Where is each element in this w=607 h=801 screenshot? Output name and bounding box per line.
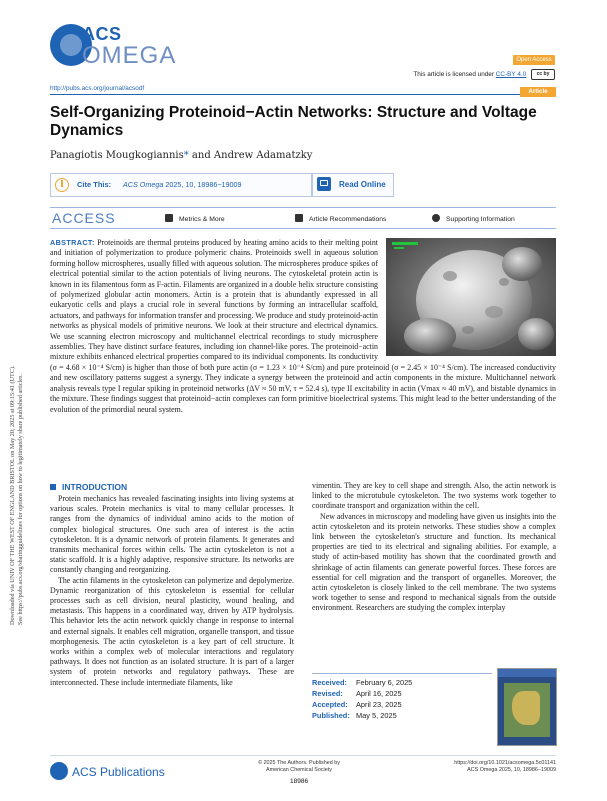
- cite-this-box[interactable]: [50, 173, 312, 197]
- metrics-label: Metrics & More: [179, 216, 225, 223]
- revised-value: April 16, 2025: [356, 689, 402, 698]
- article-type-tab: Article: [520, 87, 556, 97]
- accepted-label: Accepted:: [312, 700, 348, 709]
- page-number: 18986: [290, 778, 309, 785]
- abstract-label: ABSTRACT:: [50, 238, 95, 247]
- cc-by-icon: cc by: [531, 69, 555, 80]
- abstract-text: Proteinoids are thermal proteins produced by heating amino acids to their melting point and initiation of polymerization to produce polymeric chains. Proteinoids swell in aqueous solution forming hollow microspheres, usually filled with aqueous solution. The microspheres produce spikes of electrical potential similar to the action potentials of living neurons. The cytoskeletal protein actin is known in its filamentous form as F-actin. Filaments are organized in a double helix structure consisting of polymerized globular actin monomers. Actin is a protein that is abundantly expressed in all eukaryotic cells and plays a crucial role in several functions by forming an intracellular scaffold, actuators, and pathways for information transfer and processing. We produce and study proteinoid-actin networks as physical models of primitive neurons. We look at their structure and electrical dynamics. We use scanning electron microscopy and multichannel electrical recordings to study microsphere assemblies. They have distinct surface features, including ion channel-like pores. The proteinoid−actin mixture exhibits enhanced electrical properties compared to its individual components. Its conductivity (σ = 4.68 × 10⁻⁴ S/cm) is higher than those of both pure actin (σ = 1.23 × 10⁻⁴ S/cm) and pure proteinoid (σ = 2.45 × 10⁻⁴ S/cm). The increased conductivity and new oscillatory patterns suggest a synergy. They indicate a synergy between the proteinoid and actin components in the mixture. Multichannel network analysis reveals type I regular spiking in proteinoid networks (ΔV ≈ 50 mV, τ = 52.4 s), type II excitability in actin (Vmax ≈ 40 mV), and bistable dynamics in the mixture. These findings suggest that proteinoid−actin complexes can form primitive bioelectrical systems. This might lead to the better understanding of the evolution of the primordial neural system.: [50, 238, 556, 414]
- received-label: Received:: [312, 678, 347, 687]
- article-recommendations-link[interactable]: [295, 214, 386, 223]
- license-line: [385, 69, 555, 80]
- access-bar: [50, 207, 556, 229]
- read-online-label: Read Online: [339, 180, 386, 189]
- read-online-icon: [317, 177, 331, 191]
- open-access-badge: Open Access: [513, 55, 555, 65]
- cover-artwork: [504, 683, 550, 737]
- info-circle-icon: [432, 214, 440, 222]
- acs-publications-logo: [50, 762, 180, 784]
- acs-omega-logo: [50, 22, 190, 69]
- header-divider: [50, 94, 520, 95]
- doi-link[interactable]: https://doi.org/10.1021/acsomega.5c01141: [454, 760, 556, 766]
- accepted-value: April 23, 2025: [356, 700, 402, 709]
- footer-divider: [50, 755, 556, 756]
- received-date-row: [312, 677, 482, 688]
- acs-logo-icon: [50, 762, 68, 780]
- read-online-button[interactable]: [312, 173, 394, 197]
- journal-cover-thumbnail[interactable]: [497, 668, 557, 746]
- body-paragraph: The actin filaments in the cytoskeleton can polymerize and depolymerize. Dynamic reorganization of this cytoskeleton is essential for cellular processes such as cell division, neural plasticity, wound healing, and metastasis. This happens in a coordinated way, driven by ATP hydrolysis. This behavior lets the actin network quickly change in response to internal and external signals. It enables cell migration, organelle transport, and tissue morphogenesis. The actin cytoskeleton is a key part of cell structure. It works within a complex web of molecular interactions and regulatory pathways. It does not function as an isolated structure. It is part of a larger system of protein networks and regulatory pathways. These are interconnected. These include intermediate filaments, like: [50, 575, 294, 687]
- download-watermark-text: [9, 205, 25, 625]
- quote-icon: [55, 178, 69, 192]
- publication-dates: [312, 677, 482, 721]
- author-name[interactable]: Panagiotis Mougkogiannis: [50, 150, 184, 161]
- watermark-line-1: Downloaded via UNIV OF THE WEST OF ENGLAND BRISTOL on May 20, 2025 at 09:15:41 (UTC).: [9, 365, 16, 625]
- download-watermark: [3, 205, 25, 625]
- citation-details: 2025, 10, 18986−19009: [163, 180, 242, 189]
- body-paragraph: New advances in microscopy and modeling have given us insights into the actin cytoskeleton and its protein networks. These studies show a complex link between the cytoskeleton's structure and function. Its mechanical properties are tied to its electrical and signaling abilities. For example, a study of actin-based motility has shown that the coordinated growth and shrinkage of actin filaments can generate powerful forces. These forces are essential for cell migration and the transport of organelles. Moreover, the actin cytoskeleton is closely linked to the cell membrane. The two systems work together to sense and respond to mechanical signals from the outside environment. Researchers are studying the complex interplay: [312, 511, 556, 613]
- accepted-date-row: [312, 699, 482, 710]
- toc-graphic: [386, 238, 556, 356]
- metrics-more-link[interactable]: [165, 214, 225, 223]
- license-prefix: This article is licensed under: [413, 71, 494, 79]
- author-name[interactable]: and Andrew Adamatzky: [188, 150, 313, 161]
- body-paragraph: vimentin. They are key to cell shape and strength. Also, the actin network is linked to the microtubule cytoskeleton. The two systems work together to coordinate transport and organization within the cell.: [312, 481, 556, 511]
- publisher-name: ACS Publications: [72, 765, 165, 779]
- watermark-line-2: See https://pubs.acs.org/sharingguidelines for options on how to legitimately share published articles.: [17, 374, 24, 625]
- section-bullet-icon: [50, 484, 56, 490]
- access-label: ACCESS: [52, 210, 116, 226]
- recommendations-label: Article Recommendations: [309, 216, 387, 223]
- abstract: [50, 238, 556, 415]
- body-column-left: [50, 494, 294, 688]
- footer-citation: ACS Omega 2025, 10, 18986−19009: [467, 767, 556, 773]
- sem-micrograph-image: [386, 238, 556, 356]
- bar-chart-icon: [165, 214, 173, 222]
- citation-journal: ACS Omega: [123, 180, 164, 189]
- citation-text: [123, 180, 242, 189]
- revised-date-row: [312, 688, 482, 699]
- author-list: [50, 150, 312, 161]
- section-heading-introduction: [50, 482, 127, 492]
- cover-header-band: [498, 669, 556, 677]
- copyright-line-2: American Chemical Society: [266, 767, 332, 773]
- journal-url-link[interactable]: http://pubs.acs.org/journal/acsodf: [50, 85, 145, 92]
- revised-label: Revised:: [312, 689, 343, 698]
- cite-label: Cite This:: [77, 180, 112, 189]
- paper-title: Self-Organizing Proteinoid−Actin Networks: Structure and Voltage Dynamics: [50, 104, 537, 139]
- body-paragraph: Protein mechanics has revealed fascinating insights into living systems at various scales. Protein mechanics is vital to many cellular processes. It ranges from the dynamics of individual amino acids to the motion of complex biological structures. One such area of interest is the actin cytoskeleton. It is a dynamic network of protein filaments. It generates and transmits mechanical forces within cells. The actin cytoskeleton is not a static scaffold. It is a highly adaptive, responsive structure. Its networks are constantly changing and reorganizing.: [50, 494, 294, 575]
- logo-omega-text: OMEGA: [82, 42, 177, 69]
- corresponding-author-mark[interactable]: *: [183, 150, 189, 161]
- published-value: May 5, 2025: [356, 711, 397, 720]
- logo-acs-text: ACS: [82, 24, 122, 44]
- supporting-information-link[interactable]: [432, 214, 515, 223]
- section-heading-text: INTRODUCTION: [62, 482, 128, 492]
- license-link[interactable]: CC-BY 4.0: [495, 71, 527, 79]
- copyright-line-1: © 2025 The Authors. Published by: [258, 760, 340, 766]
- dates-divider: [312, 673, 492, 674]
- copyright-notice: [244, 760, 354, 774]
- supporting-label: Supporting Information: [446, 216, 515, 223]
- body-column-right: [312, 481, 556, 614]
- document-icon: [295, 214, 303, 222]
- doi-block: [440, 760, 556, 774]
- received-value: February 6, 2025: [356, 678, 413, 687]
- published-label: Published:: [312, 711, 350, 720]
- published-date-row: [312, 710, 482, 721]
